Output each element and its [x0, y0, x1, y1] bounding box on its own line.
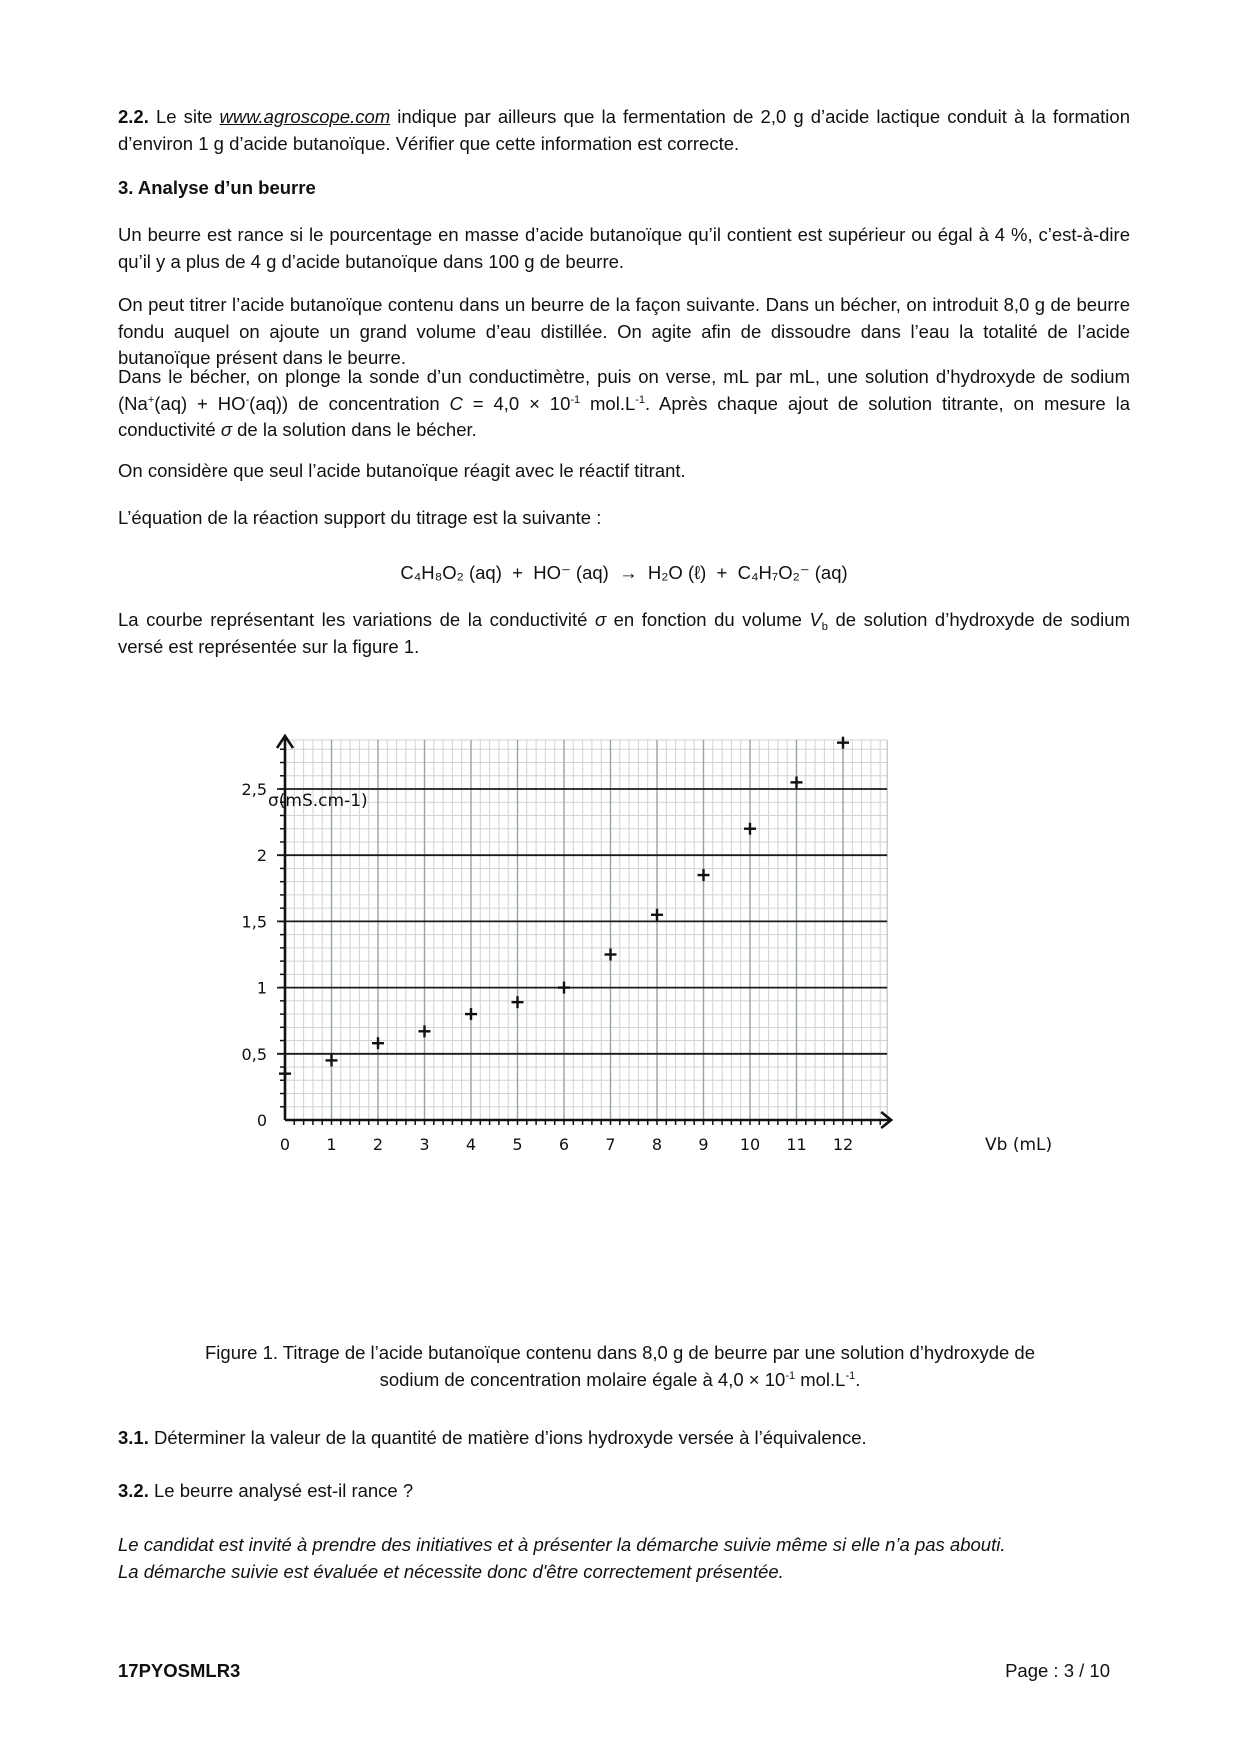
y-tick-label: 2: [256, 846, 267, 866]
x-tick-label: 1: [326, 1135, 337, 1154]
x-tick-label: 3: [419, 1135, 430, 1154]
text: = 4,0 × 10: [462, 392, 571, 414]
data-point: [279, 1068, 291, 1080]
text: . Après chaque ajout de solution titrante, on mesure la conductivité: [118, 392, 1130, 440]
data-point: [372, 1037, 384, 1049]
data-point: [837, 737, 849, 749]
sup: -1: [635, 393, 646, 406]
data-point: [698, 869, 710, 881]
page-number: Page : 3 / 10: [1005, 1660, 1110, 1681]
figure-caption: [140, 1340, 1100, 1393]
plus: +: [512, 562, 523, 583]
question-text: Le beurre analysé est-il rance ?: [148, 1480, 414, 1501]
data-point: [326, 1054, 338, 1066]
data-point: [605, 949, 617, 961]
y-tick-label: 2,5: [241, 780, 267, 799]
note-line-1: Le candidat est invité à prendre des initiatives et à présenter la démarche suivie même si elle n’a pas abouti.: [118, 1534, 1006, 1555]
text: Dans le bécher, on plonge la sonde d’un conductimètre, puis on verse, mL par mL, une solution d’hydroxyde de sodium (Na: [118, 366, 1130, 414]
text: indique par ailleurs que la fermentation de 2,0 g d’acide lactique conduit à la formation d’environ 1 g d’acide butanoïque. Vérifier que cette information est correcte.: [118, 106, 1130, 154]
note-line-2: La démarche suivie est évaluée et nécessite donc d'être correctement présentée.: [118, 1560, 784, 1582]
text: en fonction du volume: [606, 609, 810, 630]
text: de solution d’hydroxyde de sodium versé est représentée sur la figure 1.: [118, 609, 1130, 657]
question-number: 3.2.: [118, 1480, 149, 1501]
data-point: [465, 1008, 477, 1020]
data-point: [791, 776, 803, 788]
data-point: [651, 909, 663, 921]
question-3-2: [118, 1478, 1130, 1505]
y-tick-label: 0: [256, 1111, 267, 1130]
sup: -: [245, 393, 250, 406]
data-point: [744, 823, 756, 835]
symbol-C: C: [449, 392, 463, 414]
text: (aq)) de concentration: [249, 392, 450, 414]
arrow-icon: →: [619, 562, 638, 583]
agroscope-link[interactable]: www.agroscope.com: [219, 106, 391, 127]
product-butanoate: C₄H₇O₂⁻ (aq): [737, 562, 848, 583]
y-axis-label: σ(mS.cm-1): [268, 791, 368, 811]
y-tick-label: 0,5: [241, 1044, 267, 1064]
paragraph-protocol: On peut titrer l’acide butanoïque contenu dans un beurre de la façon suivante. Dans un bécher, on introduit 8,0 g de beurre fondu auquel on ajoute un grand volume d’eau distillée. On agite afin de dissoudre dans l’eau la totalité de l’acide butanoïque présent dans le beurre.: [118, 294, 1130, 368]
x-tick-label: 7: [605, 1135, 616, 1154]
text: mol.L: [580, 392, 636, 414]
question-3-1: [118, 1425, 1130, 1452]
sup: -1: [570, 393, 581, 406]
data-point: [512, 996, 524, 1008]
reactant-butanoic-acid: C₄H₈O₂ (aq): [400, 562, 502, 583]
x-tick-label: 10: [739, 1135, 761, 1154]
caption-line-1: Figure 1. Titrage de l’acide butanoïque contenu dans 8,0 g de beurre par une solution d’hydroxyde de: [205, 1342, 1035, 1363]
x-tick-label: 5: [512, 1135, 523, 1154]
text: sodium de concentration molaire égale à 4,0 × 10: [379, 1368, 786, 1390]
question-number: 2.2.: [118, 106, 149, 127]
question-number: 3.1.: [118, 1427, 149, 1448]
sup: +: [147, 393, 155, 406]
reactant-hydroxide: HO⁻ (aq): [533, 562, 609, 583]
sub: b: [821, 621, 828, 633]
text: de la solution dans le bécher.: [232, 419, 477, 440]
paragraph-rance-definition: Un beurre est rance si le pourcentage en masse d’acide butanoïque qu’il contient est supérieur ou égal à 4 %, c’est-à-dire qu’il y a plus de 4 g d’acide butanoïque dans 100 g de beurre.: [118, 224, 1130, 272]
text: Le site: [148, 106, 220, 127]
plus: +: [716, 562, 728, 583]
x-tick-label: 12: [832, 1135, 854, 1154]
data-point: [558, 982, 570, 994]
x-tick-label: 6: [558, 1135, 570, 1154]
product-water: H₂O (ℓ): [647, 562, 707, 583]
question-text: Déterminer la valeur de la quantité de matière d’ions hydroxyde versée à l’équivalence.: [148, 1427, 867, 1448]
x-tick-label: 2: [372, 1135, 384, 1154]
text: .: [855, 1368, 861, 1390]
y-tick-label: 1: [256, 978, 267, 998]
x-tick-label: 11: [786, 1135, 807, 1154]
x-axis-label: Vb (mL): [985, 1135, 1053, 1155]
sup: -1: [845, 1369, 856, 1382]
x-tick-label: 9: [698, 1135, 709, 1154]
x-tick-label: 0: [279, 1135, 291, 1154]
candidate-note: [118, 1532, 1130, 1585]
text: (aq) + HO: [154, 392, 246, 414]
symbol-sigma: σ: [220, 419, 232, 440]
sup: -1: [785, 1369, 796, 1382]
y-tick-label: 1,5: [241, 912, 267, 932]
section-title: 3. Analyse d’un beurre: [118, 177, 316, 198]
symbol-sigma: σ: [594, 609, 607, 630]
x-tick-label: 4: [465, 1135, 477, 1154]
exam-code: 17PYOSMLR3: [118, 1660, 241, 1681]
paragraph-assumption: On considère que seul l’acide butanoïque réagit avec le réactif titrant.: [118, 460, 686, 481]
text: mol.L: [795, 1368, 846, 1390]
x-tick-label: 8: [651, 1135, 663, 1154]
paragraph-equation-intro: L’équation de la réaction support du titrage est la suivante :: [118, 507, 602, 528]
symbol-V: V: [809, 609, 822, 630]
text: La courbe représentant les variations de la conductivité: [118, 609, 595, 630]
